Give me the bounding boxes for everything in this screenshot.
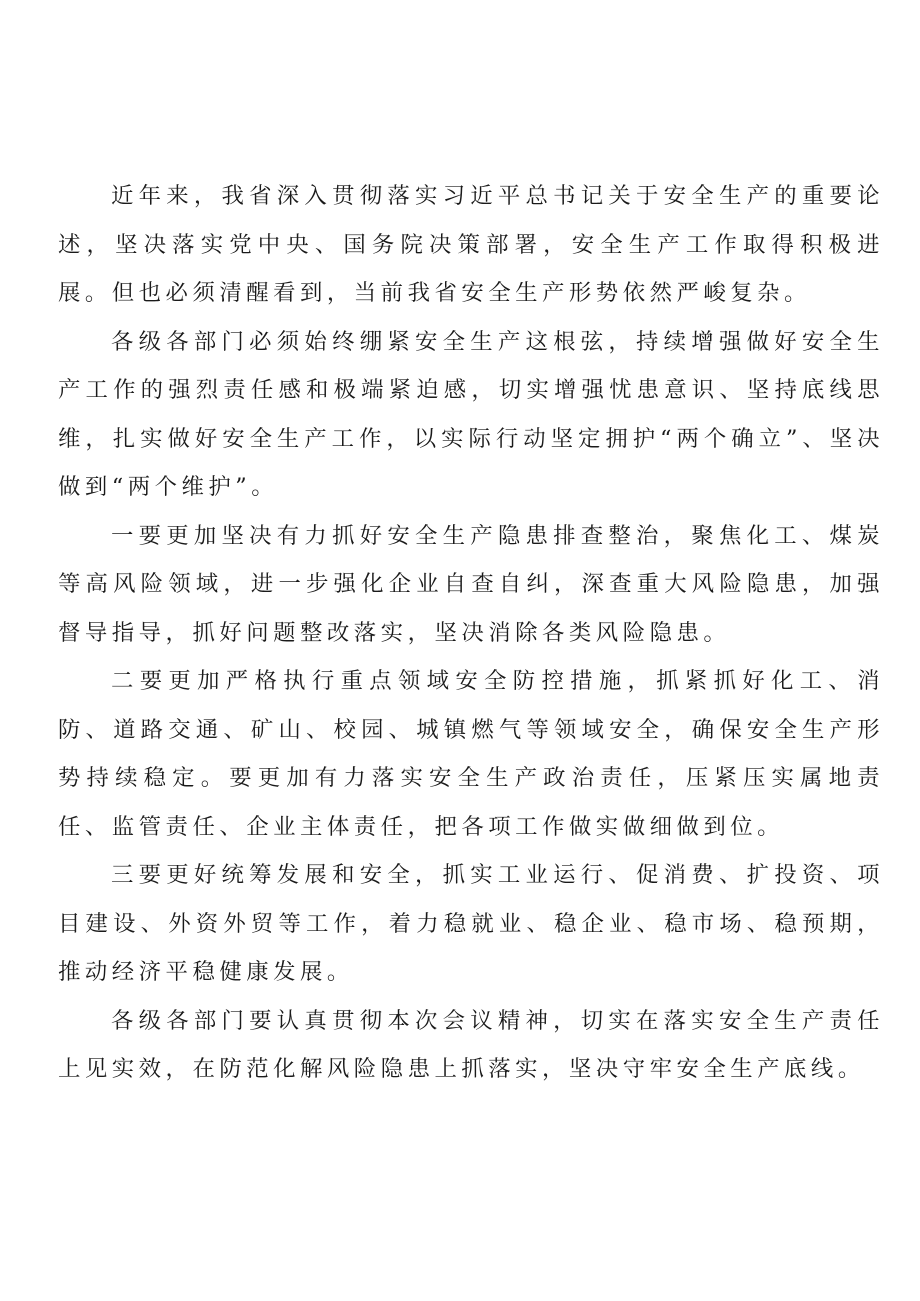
paragraph-5: 三要更好统筹发展和安全，抓实工业运行、促消费、扩投资、项目建设、外资外贸等工作，着力稳就业、稳企业、稳市场、稳预期，推动经济平稳健康发展。 [58,862,884,985]
paragraph-1: 近年来，我省深入贯彻落实习近平总书记关于安全生产的重要论述，坚决落实党中央、国务院决策部署，安全生产工作取得积极进展。但也必须清醒看到，当前我省安全生产形势依然严峻复杂。 [58,183,884,306]
paragraph-2: 各级各部门必须始终绷紧安全生产这根弦，持续增强做好安全生产工作的强烈责任感和极端紧迫感，切实增强忧患意识、坚持底线思维，扎实做好安全生产工作，以实际行动坚定拥护“两个确立”、坚决做到“两个维护”。 [58,328,884,500]
paragraph-4: 二要更加严格执行重点领域安全防控措施，抓紧抓好化工、消防、道路交通、矿山、校园、城镇燃气等领域安全，确保安全生产形势持续稳定。要更加有力落实安全生产政治责任，压紧压实属地责任、监管责任、企业主体责任，把各项工作做实做细做到位。 [58,668,884,840]
paragraph-3: 一要更加坚决有力抓好安全生产隐患排查整治，聚焦化工、煤炭等高风险领域，进一步强化企业自查自纠，深查重大风险隐患，加强督导指导，抓好问题整改落实，坚决消除各类风险隐患。 [58,522,884,646]
paragraph-6: 各级各部门要认真贯彻本次会议精神，切实在落实安全生产责任上见实效，在防范化解风险隐患上抓落实，坚决守牢安全生产底线。 [58,1007,884,1082]
